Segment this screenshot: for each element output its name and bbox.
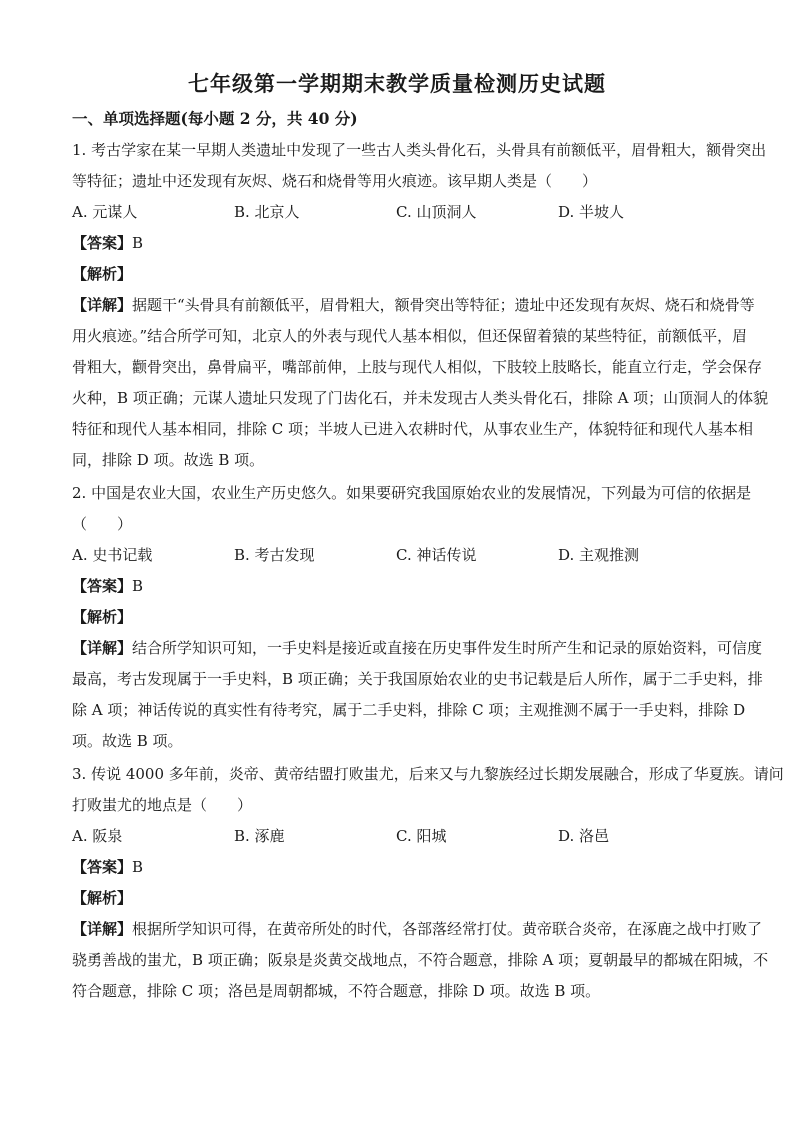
q3-option-d: D. 洛邑 [558,827,610,845]
section-heading: 一、单项选择题(每小题 2 分，共 40 分) [72,109,358,128]
q2-detail-line-1: 【详解】结合所学知识可知，一手史料是接近或直接在历史事件发生时所产生和记录的原始资料，可信度 [72,639,763,657]
q2-option-b: B. 考古发现 [234,546,315,564]
q2-option-d: D. 主观推测 [558,546,640,564]
q2-detail-line-2: 最高，考古发现属于一手史料，B 项正确；关于我国原始农业的史书记载是后人所作，属于二手史料，排 [72,670,763,688]
q3-detail-line-1: 【详解】根据所学知识可得，在黄帝所处的时代，各部落经常打仗。黄帝联合炎帝，在涿鹿之战中打败了 [72,920,763,938]
q1-detail-line-4: 火种，B 项正确；元谋人遗址只发现了门齿化石，并未发现古人类头骨化石，排除 A 项；山顶洞人的体貌 [72,389,769,407]
answer-tag: 【答案】 [72,234,133,252]
q3-option-c: C. 阳城 [396,827,447,845]
q2-answer [72,576,143,596]
q2-detail-line-3: 除 A 项；神话传说的真实性有待考究，属于二手史料，排除 C 项；主观推测不属于一手史料，排除 D [72,701,746,719]
q2-analysis-tag: 【解析】 [72,608,133,626]
q3-stem-line-1: 3. 传说 4000 多年前，炎帝、黄帝结盟打败蚩尤，后来又与九黎族经过长期发展融合，形成了华夏族。请问 [72,765,784,783]
detail-tag: 【详解】 [72,639,133,657]
q3-stem-line-2: 打败蚩尤的地点是（ ） [72,796,253,814]
detail-tag: 【详解】 [72,296,133,314]
q3-detail-line-3: 符合题意，排除 C 项；洛邑是周朝都城，不符合题意，排除 D 项。故选 B 项。 [72,982,601,1000]
q1-answer [72,233,143,253]
q1-option-b: B. 北京人 [234,203,300,221]
q1-detail-line-5: 特征和现代人基本相同，排除 C 项；半坡人已进入农耕时代，从事农业生产，体貌特征和现代人基本相 [72,420,754,438]
q1-detail-line-1: 【详解】据题干“头骨具有前额低平，眉骨粗大，额骨突出等特征；遗址中还发现有灰烬、烧石和烧骨等 [72,296,755,314]
page-title: 七年级第一学期期末教学质量检测历史试题 [188,71,606,96]
q3-analysis-tag: 【解析】 [72,889,133,907]
q1-stem-line-2: 等特征；遗址中还发现有灰烬、烧石和烧骨等用火痕迹。该早期人类是（ ） [72,172,598,190]
answer-tag: 【答案】 [72,577,133,595]
q2-answer-value: B [132,577,144,595]
q1-detail-line-2: 用火痕迹。”结合所学可知，北京人的外表与现代人基本相似，但还保留着猿的某些特征，前额低平，眉 [72,327,748,345]
q2-detail-line-4: 项。故选 B 项。 [72,732,183,750]
q3-answer [72,857,143,877]
q3-option-b: B. 涿鹿 [234,827,285,845]
q1-analysis-tag: 【解析】 [72,265,133,283]
q1-option-a: A. 元谋人 [72,203,138,221]
detail-tag: 【详解】 [72,920,133,938]
q1-option-d: D. 半坡人 [558,203,625,221]
q3-detail-line-2: 骁勇善战的蚩尤，B 项正确；阪泉是炎黄交战地点，不符合题意，排除 A 项；夏朝最早的都城在阳城，不 [72,951,769,969]
q2-option-a: A. 史书记载 [72,546,153,564]
q1-answer-value: B [132,234,144,252]
q2-stem-line-1: 2. 中国是农业大国，农业生产历史悠久。如果要研究我国原始农业的发展情况，下列最为可信的依据是 [72,484,752,502]
q1-stem-line-1: 1. 考古学家在某一早期人类遗址中发现了一些古人类头骨化石，头骨具有前额低平，眉骨粗大，额骨突出 [72,141,767,159]
q1-detail-line-6: 同，排除 D 项。故选 B 项。 [72,451,265,469]
q2-stem-line-2: （ ） [72,515,133,533]
answer-tag: 【答案】 [72,858,133,876]
q3-option-a: A. 阪泉 [72,827,123,845]
q3-answer-value: B [132,858,144,876]
q1-detail-line-3: 骨粗大，颧骨突出，鼻骨扁平，嘴部前伸，上肢与现代人相似，下肢较上肢略长，能直立行走，学会保存 [72,358,763,376]
q2-option-c: C. 神话传说 [396,546,477,564]
q1-option-c: C. 山顶洞人 [396,203,477,221]
